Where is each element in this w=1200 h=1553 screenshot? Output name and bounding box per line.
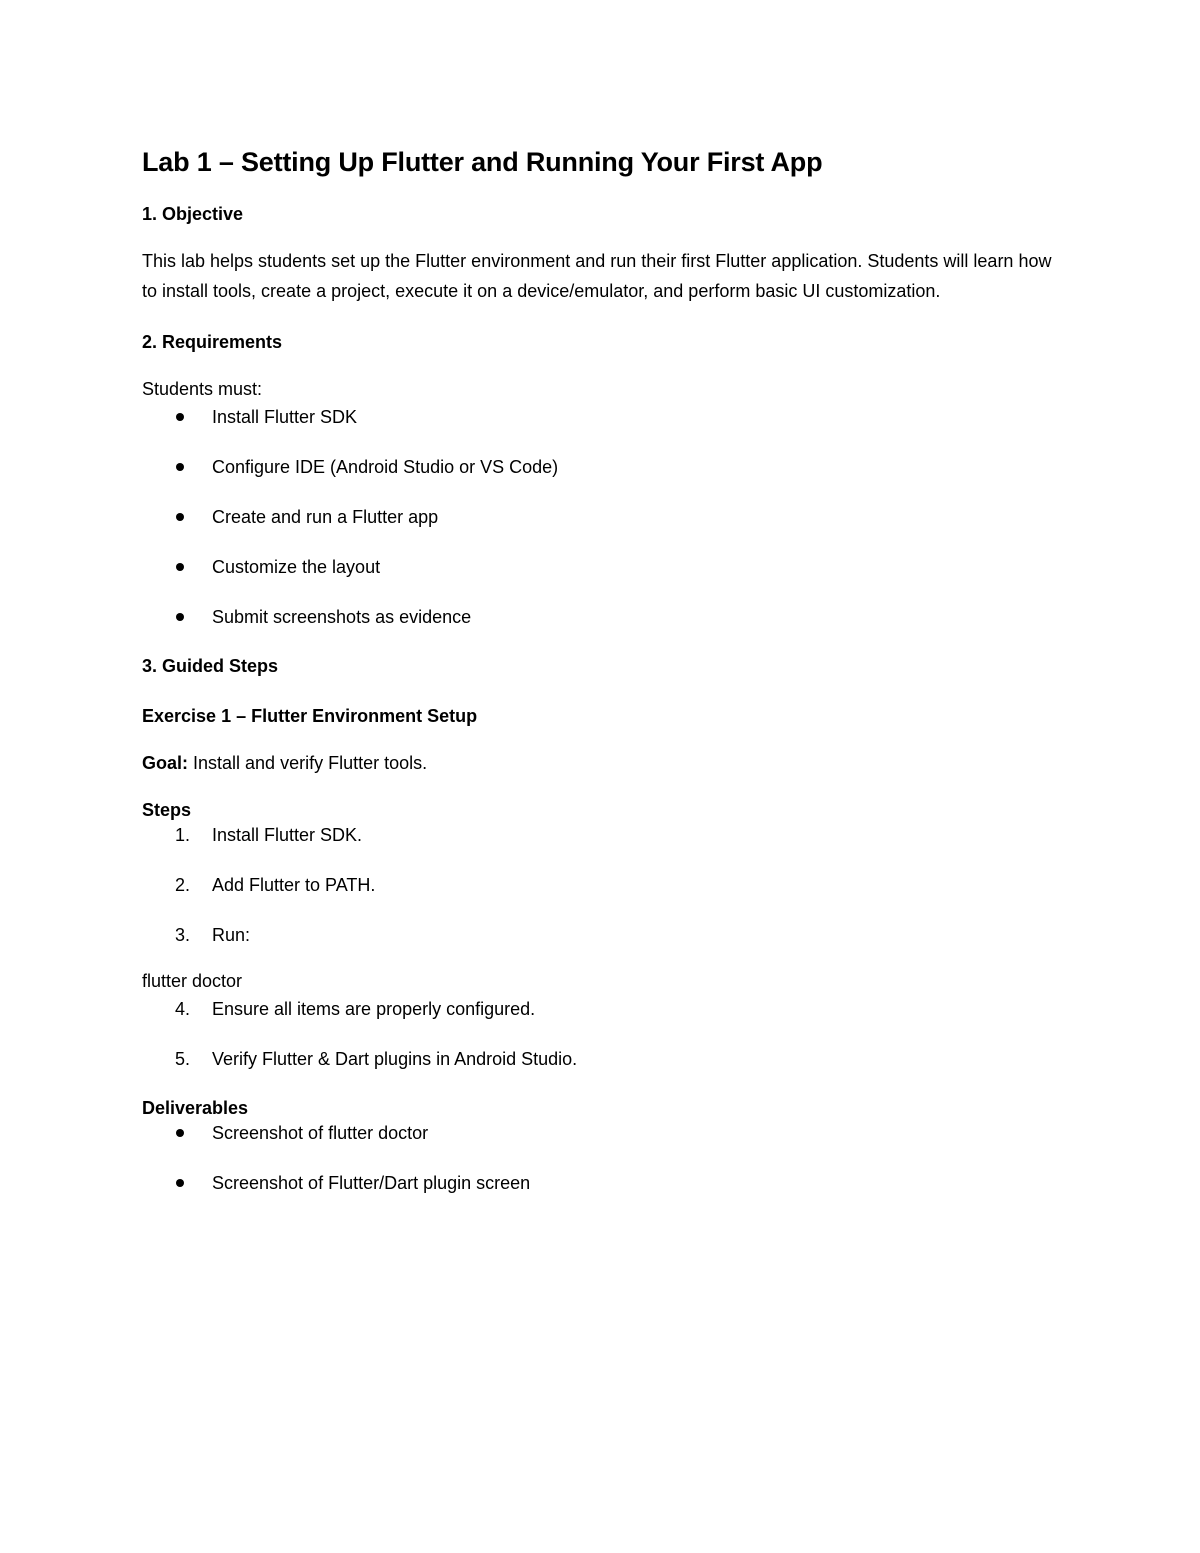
goal-text: Install and verify Flutter tools. [188, 753, 428, 773]
exercise-title: Exercise 1 – Flutter Environment Setup [142, 706, 478, 726]
deliverables-heading: Deliverables [142, 1098, 249, 1118]
guided-steps-heading: 3. Guided Steps [142, 656, 279, 676]
objective-heading: 1. Objective [142, 204, 244, 224]
steps-heading: Steps [142, 800, 192, 820]
requirements-heading: 2. Requirements [142, 332, 283, 352]
steps-list-part-2 [142, 996, 1062, 1072]
goal-label: Goal: [142, 753, 189, 773]
requirement-item: Customize the layout [142, 554, 1062, 580]
bullet-icon [176, 563, 184, 571]
deliverable-item: Screenshot of flutter doctor [142, 1120, 1062, 1146]
step-item: 4. Ensure all items are properly configured. [175, 999, 536, 1019]
requirements-intro: Students must: [142, 379, 263, 399]
command-text: flutter doctor [142, 971, 243, 991]
step-item: 1. Install Flutter SDK. [175, 825, 363, 845]
steps-list-part-1 [142, 822, 1062, 948]
deliverable-item: Screenshot of Flutter/Dart plugin screen [142, 1170, 1062, 1196]
step-item: 5. Verify Flutter & Dart plugins in Android Studio. [175, 1049, 578, 1069]
page-title: Lab 1 – Setting Up Flutter and Running Your First App [142, 147, 823, 177]
step-item: 2. Add Flutter to PATH. [175, 875, 376, 895]
document-body [142, 140, 1062, 1196]
bullet-icon [176, 513, 184, 521]
requirement-item: Create and run a Flutter app [142, 504, 1062, 530]
bullet-icon [176, 1179, 184, 1187]
requirements-list [142, 404, 1062, 630]
requirement-item: Submit screenshots as evidence [142, 604, 1062, 630]
requirement-item: Configure IDE (Android Studio or VS Code) [142, 454, 1062, 480]
bullet-icon [176, 463, 184, 471]
bullet-icon [176, 1129, 184, 1137]
step-item: 3. Run: [175, 925, 251, 945]
deliverables-list [142, 1120, 1062, 1196]
bullet-icon [176, 413, 184, 421]
requirement-item: Install Flutter SDK [142, 404, 1062, 430]
objective-paragraph: This lab helps students set up the Flutter environment and run their first Flutter application. Students will learn how to install tools, create a project, execute it on a device/emulator, and perform basic UI customization. [142, 251, 1052, 301]
goal-line [142, 748, 1062, 778]
bullet-icon [176, 613, 184, 621]
